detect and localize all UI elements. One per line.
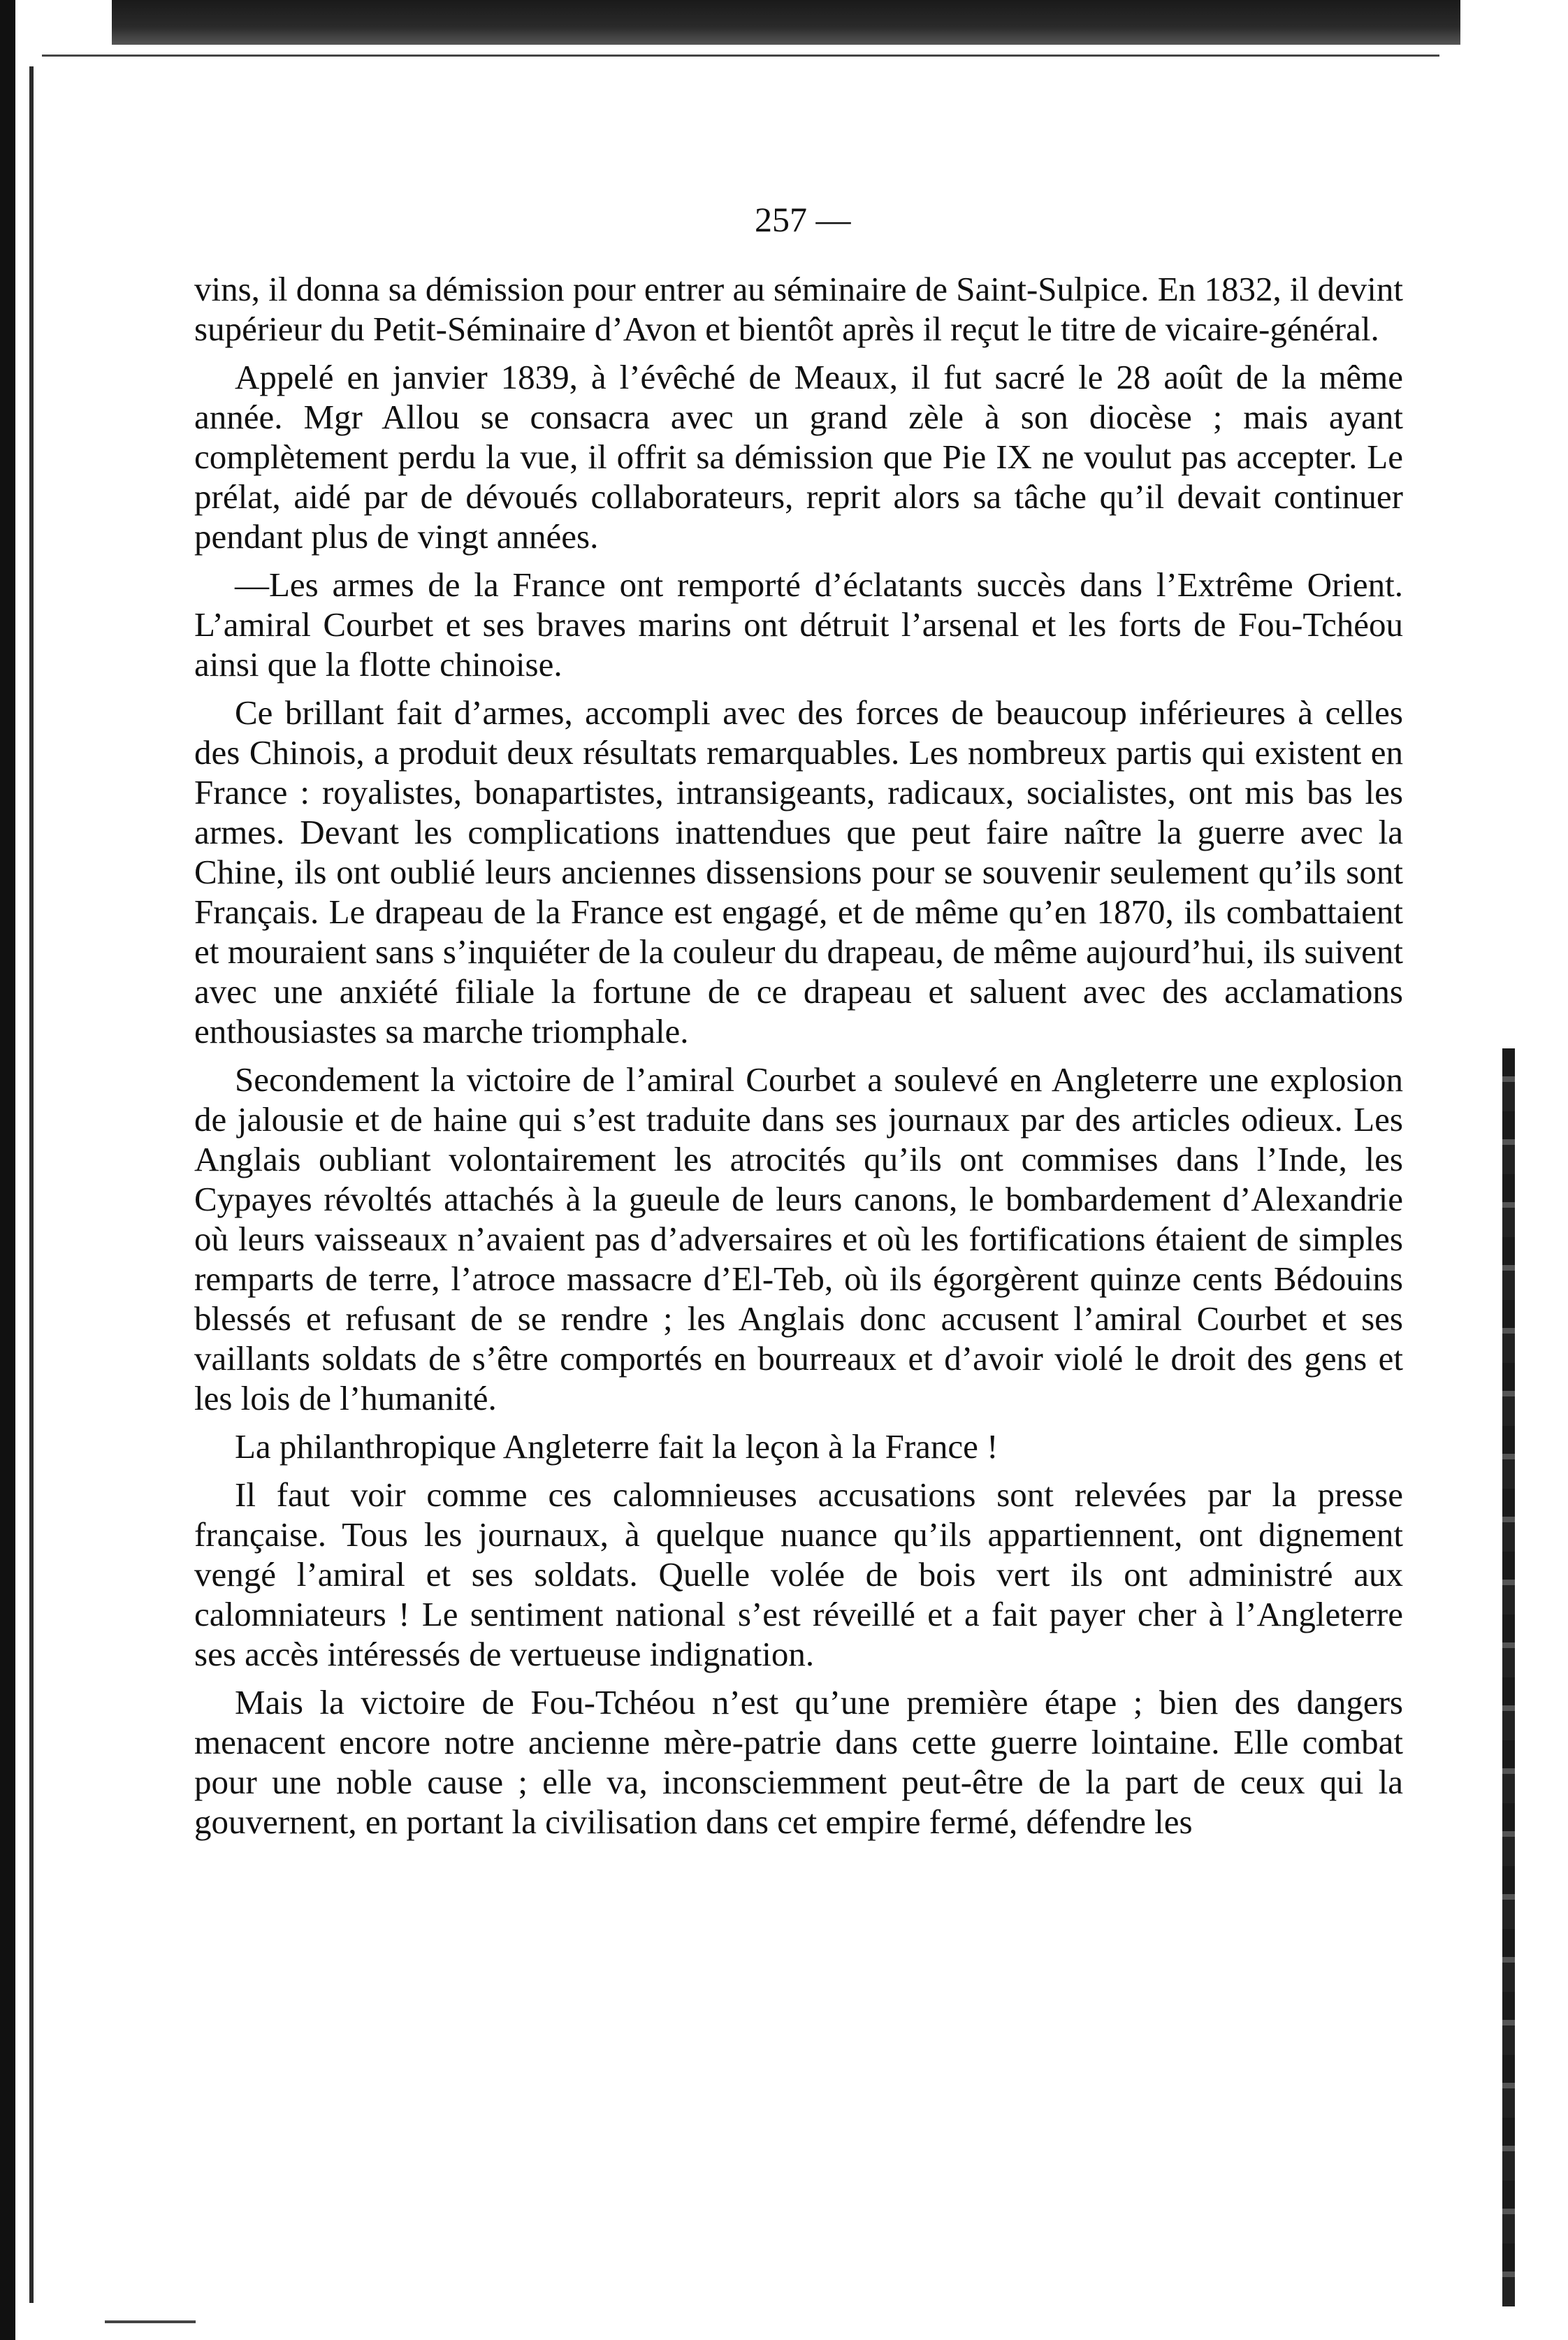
page-body bbox=[194, 269, 1403, 1850]
paragraph-4: Ce brillant fait d’armes, accompli avec des forces de beaucoup inférieures à celles des Chinois, a produit deux résultats remarquables. Les nombreux partis qui existent en France : royalistes, bonapartistes, intransigeants, radicaux, socialistes, ont mis bas les armes. Devant les complications inattendues que peut faire naître la guerre avec la Chine, ils ont oublié leurs anciennes dissensions pour se souvenir seulement qu’ils sont Français. Le drapeau de la France est engagé, et de même qu’en 1870, ils combattaient et mouraient sans s’inquiéter de la couleur du drapeau, de même aujourd’hui, ils suivent avec une anxiété filiale la fortune de ce drapeau et saluent avec des acclamations enthousiastes sa marche triomphale. bbox=[194, 693, 1403, 1050]
paragraph-8: Mais la victoire de Fou-Tchéou n’est qu’une première étape ; bien des dangers menacent encore notre ancienne mère-patrie dans cette guerre lointaine. Elle combat pour une noble cause ; elle va, inconsciemment peut-être de la part de ceux qui la gouvernent, en portant la civilisation dans cet empire fermé, défendre les bbox=[194, 1683, 1403, 1841]
paragraph-7: Il faut voir comme ces calomnieuses accusations sont relevées par la presse française. Tous les journaux, à quelque nuance qu’ils appartiennent, ont dignement vengé l’amiral et ses soldats. Quelle volée de bois vert ils ont administré aux calomniateurs ! Le sentiment national s’est réveillé et a fait payer cher à l’Angleterre ses accès intéressés de vertueuse indignation. bbox=[194, 1475, 1403, 1673]
scan-top-rule bbox=[42, 55, 1439, 57]
paragraph-1: vins, il donna sa démission pour entrer au séminaire de Saint-Sulpice. En 1832, il devint supérieur du Petit-Séminaire d’Avon et bientôt après il reçut le titre de vicaire-général. bbox=[194, 270, 1403, 348]
paragraph-5: Secondement la victoire de l’amiral Courbet a soulevé en Angleterre une explosion de jalousie et de haine qui s’est traduite dans ses journaux par des articles odieux. Les Anglais oubliant volontairement les atrocités qu’ils ont commises dans l’Inde, les Cypayes révoltés attachés à la gueule de leurs canons, le bombardement d’Alexandrie où leurs vaisseaux n’avaient pas d’adversaires et où les fortifications étaient de simples remparts de terre, l’atroce massacre d’El-Teb, où ils égorgèrent quinze cents Bédouins blessés et refusant de se rendre ; les Anglais donc accusent l’amiral Courbet et ses vaillants soldats de s’être comportés en bourreaux et d’avoir violé le droit des gens et les lois de l’humanité. bbox=[194, 1060, 1403, 1417]
scan-top-border bbox=[112, 0, 1460, 45]
scan-right-edge bbox=[1502, 1048, 1515, 2306]
scan-bottom-mark bbox=[105, 2320, 196, 2323]
paragraph-6: La philanthropique Angleterre fait la leçon à la France ! bbox=[235, 1427, 999, 1466]
paragraph-3: —Les armes de la France ont remporté d’éclatants succès dans l’Extrême Orient. L’amiral Courbet et ses braves marins ont détruit l’arsenal et les forts de Fou-Tchéou ainsi que la flotte chinoise. bbox=[194, 565, 1403, 684]
page-number: 257 — bbox=[755, 200, 851, 239]
paragraph-2: Appelé en janvier 1839, à l’évêché de Meaux, il fut sacré le 28 août de la même année. Mgr Allou se consacra avec un grand zèle à son diocèse ; mais ayant complètement perdu la vue, il offrit sa démission que Pie IX ne voulut pas accepter. Le prélat, aidé par de dévoués collaborateurs, reprit alors sa tâche qu’il devait continuer pendant plus de vingt années. bbox=[194, 358, 1403, 556]
scan-left-rule bbox=[29, 66, 34, 2303]
scan-left-edge bbox=[0, 0, 15, 2340]
